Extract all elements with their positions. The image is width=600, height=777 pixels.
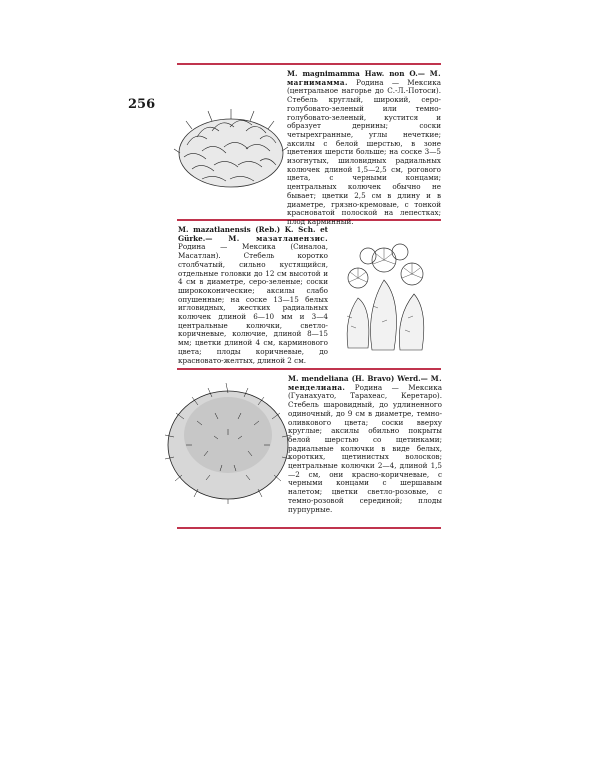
latin-name: M. mendeliana (H. Bravo) Werd.—: [288, 374, 428, 383]
latin-name: M. mazatlanensis (Reb.) K. Sch. et Gürke.—: [178, 225, 328, 243]
page-number: 256: [128, 97, 156, 112]
species-entry: [288, 375, 442, 514]
cactus-illustration-mazatlanensis: [338, 238, 438, 356]
russian-name: M. магнимамма.: [287, 69, 442, 87]
russian-name: M. мазатланензис.: [228, 233, 328, 243]
cactus-illustration-magnimamma: [172, 95, 290, 195]
divider-rule: [177, 63, 441, 65]
species-description: Родина — Мексика (центральное нагорье до С.-Л.-Потоси). Стебель круглый, широкий, серо-голубовато-зеленый или темно-голубовато-зеленый, кустится и образует дернины; соски четырехгранные, углы нечеткие; аксилы с белой шерстью, в зоне цветения шерсти больше; на соске 3—5 изогнутых, шиловидных радиальных колючек длиной 1,5—2,5 см, рогового цвета, с черными концами; центральных колючек обычно не бывает; цветки 2,5 см в длину и в диаметре, грязно-кремовые, с тонкой красноватой полоской на лепестках; плод карминный.: [287, 77, 441, 226]
species-description: Родина — Мексика (Гуанахуато, Тарахеас, Керетаро). Стебель шаровидный, до удлиненного одиночный, до 9 см в диаметре, темно-оливкового цвета; соски вверху круглые; аксилы обильно покрыты белой шерстью со щетинками; радиальные колючки в виде белых, коротких, щетинистых волосков; центральные колючки 2—4, длиной 1,5—2 см, они красно-коричневые, с черными концами с шершавым налетом; цветки светло-розовые, с темно-розовой серединой; плоды пурпурные.: [288, 382, 442, 514]
species-entry: [287, 70, 441, 227]
divider-rule: [177, 368, 441, 370]
latin-name: M. magnimamma Haw. non O.—: [287, 69, 425, 78]
species-description: Родина — Мексика (Синалоа, Масатлан). Стебель коротко столбчатый, сильно кустящийся, отдельные головки до 12 см высотой и 4 см в диаметре, серо-зеленые; соски ширококонические; аксилы слабо опушенные; на соске 13—15 белых игловидных, жестких радиальных колючек длиной 6—10 мм и 3—4 центральные колючки, светло-коричневые, колючие, длиной 8—15 мм; цветки длиной 4 см, карминового цвета; плоды коричневые, до красновато-желтых, длиной 2 см.: [178, 242, 328, 365]
species-entry: [178, 226, 328, 365]
russian-name: M. менделиана.: [288, 374, 442, 392]
cactus-illustration-mendeliana: [162, 375, 294, 505]
divider-rule: [177, 527, 441, 529]
